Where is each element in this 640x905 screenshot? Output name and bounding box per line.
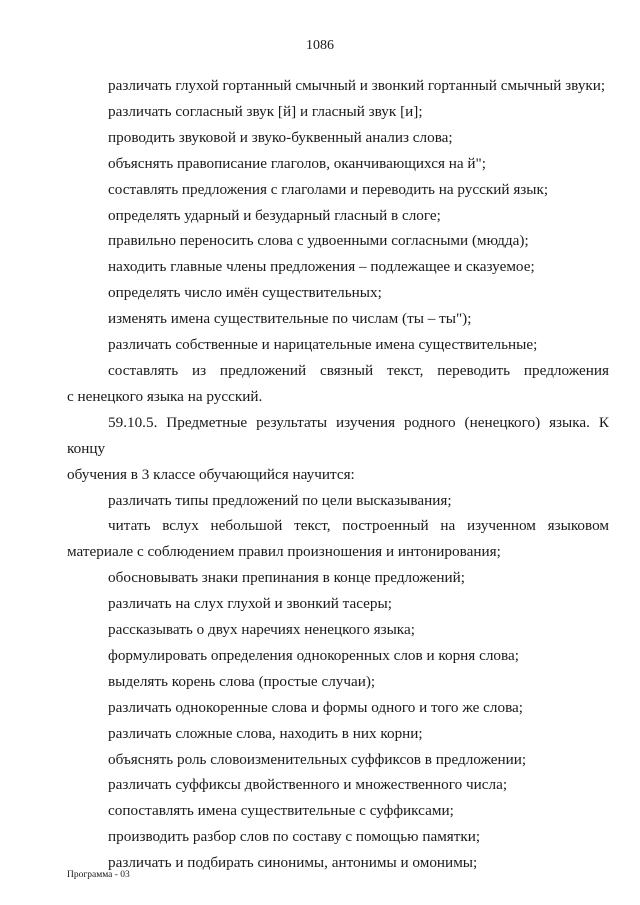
text-line: различать на слух глухой и звонкий тасеры; [108, 595, 392, 613]
text-line: различать и подбирать синонимы, антонимы и омонимы; [108, 854, 478, 872]
text-line: определять число имён существительных; [108, 284, 382, 302]
text-line: объяснять правописание глаголов, оканчивающихся на й"; [108, 154, 486, 172]
text-line: правильно переносить слова с удвоенными согласными (мюдда); [108, 232, 529, 250]
text-line: производить разбор слов по составу с помощью памятки; [108, 828, 481, 846]
page-number: 1086 [306, 38, 334, 53]
text-line: проводить звуковой и звуко-буквенный анализ слова; [108, 128, 453, 146]
text-line: различать суффиксы двойственного и множественного числа; [108, 776, 508, 794]
text-line: материале с соблюдением правил произношения и интонирования; [67, 543, 501, 561]
text-line: различать однокоренные слова и формы одного и того же слова; [108, 698, 523, 716]
text-line: формулировать определения однокоренных слов и корня слова; [108, 646, 519, 664]
text-line: определять ударный и безударный гласный в слоге; [108, 206, 441, 224]
text-line: различать собственные и нарицательные имена существительные; [108, 336, 538, 354]
text-line: читать вслух небольшой текст, построенный на изученном языковом [108, 517, 609, 535]
text-line: 59.10.5. Предметные результаты изучения родного (ненецкого) языка. К концу [67, 413, 609, 457]
text-line: сопоставлять имена существительные с суффиксами; [108, 802, 454, 820]
text-line: составлять предложения с глаголами и переводить на русский язык; [108, 180, 549, 198]
text-line: различать согласный звук [й] и гласный звук [и]; [108, 102, 423, 120]
text-line: различать глухой гортанный смычный и звонкий гортанный смычный звуки; [108, 77, 606, 94]
text-line: выделять корень слова (простые случаи); [108, 672, 376, 690]
text-line: различать типы предложений по цели высказывания; [108, 491, 452, 509]
text-line: обосновывать знаки препинания в конце предложений; [108, 569, 465, 587]
text-line: изменять имена существительные по числам (ты – ты"); [108, 310, 472, 328]
text-line: составлять из предложений связный текст, переводить предложения [108, 361, 609, 379]
text-line: объяснять роль словоизменительных суффиксов в предложении; [108, 750, 527, 768]
text-line: рассказывать о двух наречиях ненецкого языка; [108, 621, 415, 639]
text-line: обучения в 3 классе обучающийся научится: [67, 465, 355, 483]
page-footer: Программа - 03 [67, 870, 130, 880]
body-text [67, 73, 609, 876]
text-line: различать сложные слова, находить в них корни; [108, 724, 423, 742]
text-line: с ненецкого языка на русский. [67, 387, 263, 405]
text-line: находить главные члены предложения – подлежащее и сказуемое; [108, 258, 535, 276]
